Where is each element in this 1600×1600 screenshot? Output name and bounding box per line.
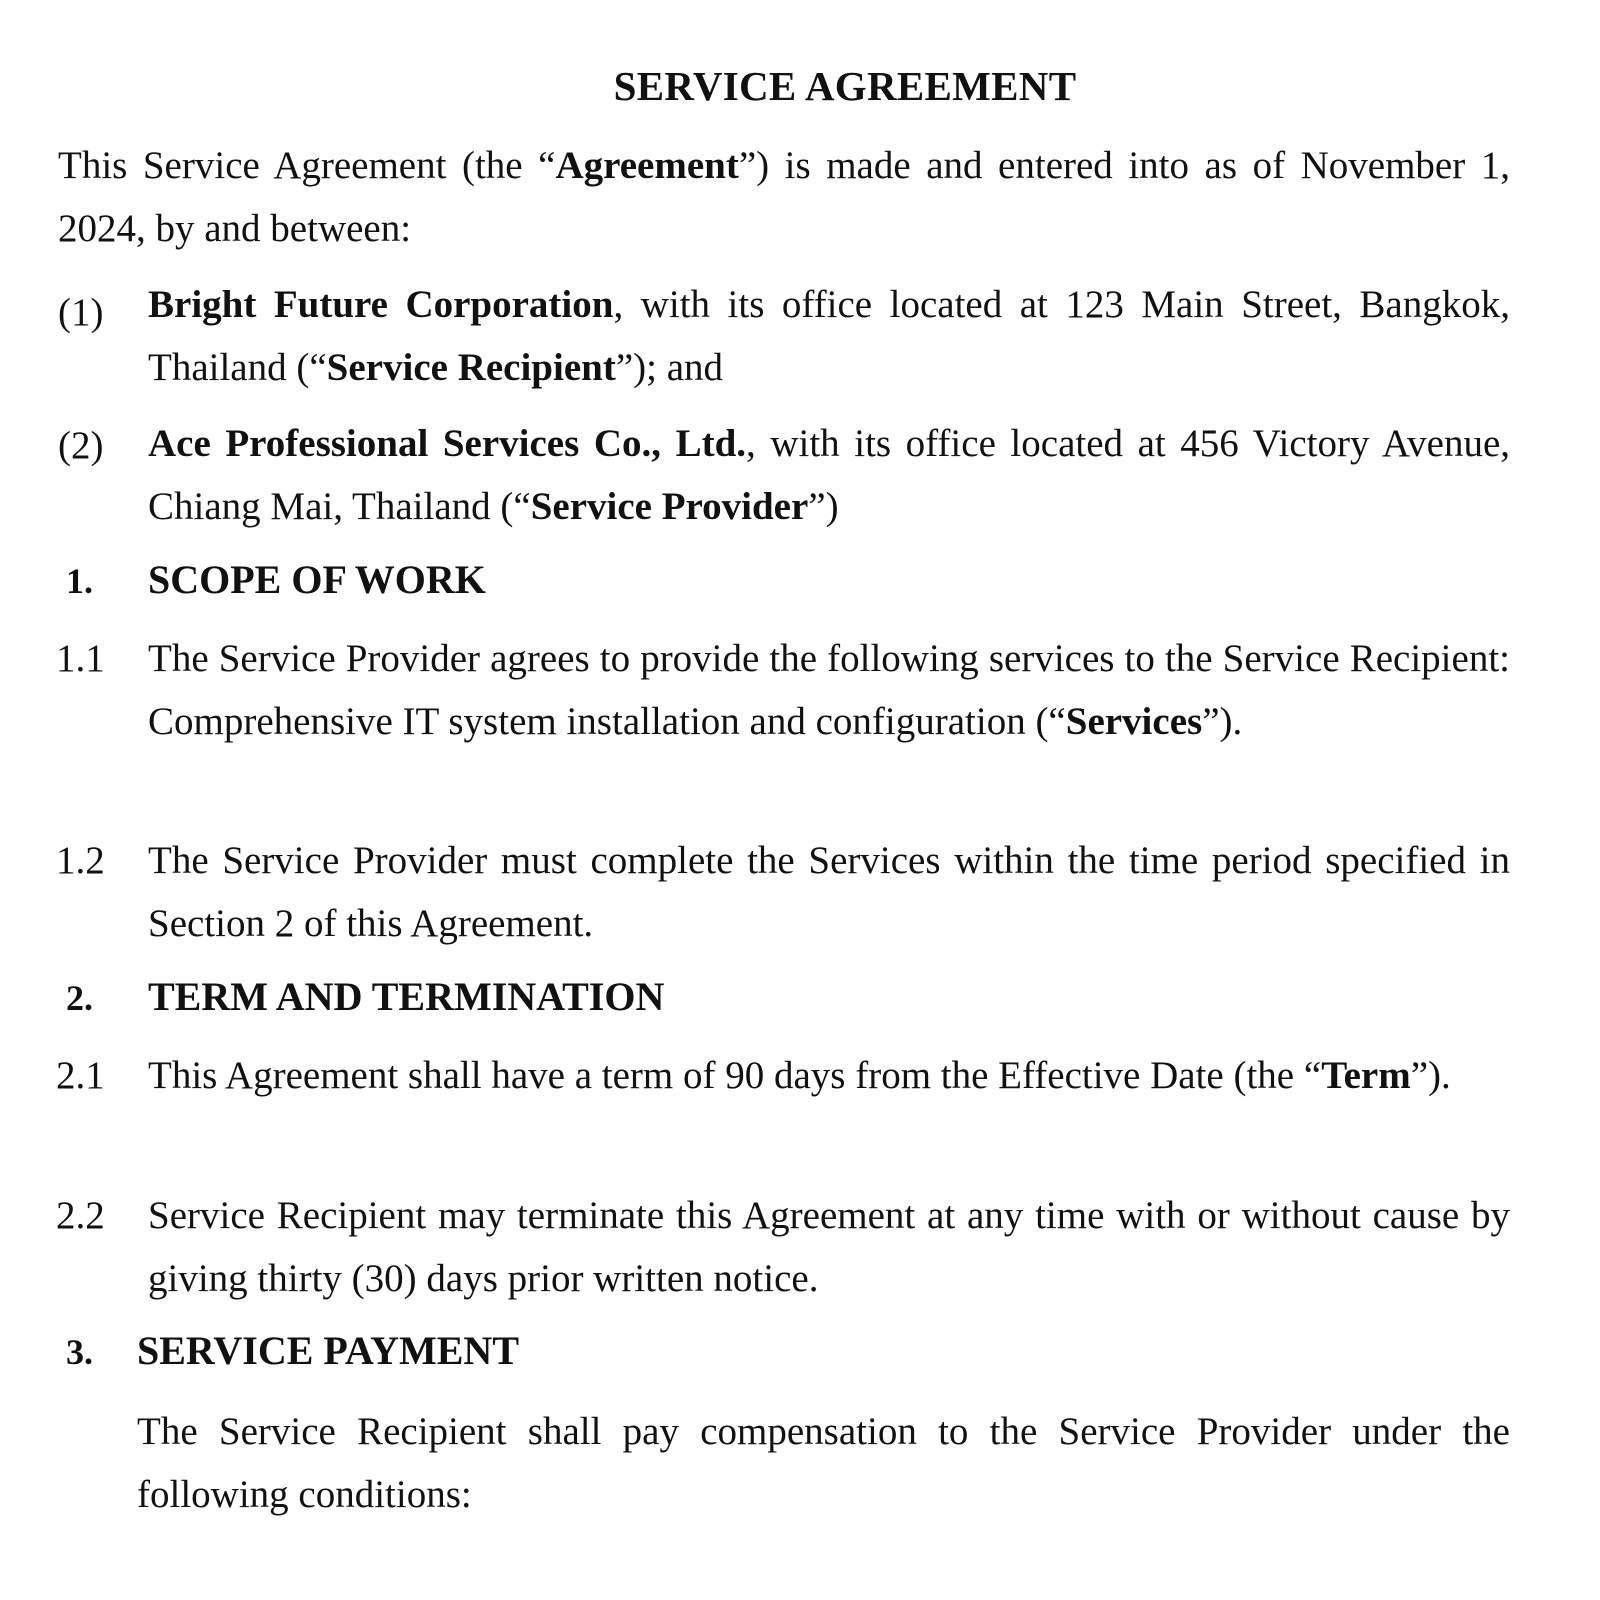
party-number: (1) bbox=[58, 291, 104, 334]
clause-1-1: The Service Provider agrees to provide the following services to the Service Recipient: Comprehensive IT system installation and configuration (“Services”). bbox=[148, 637, 1510, 743]
intro-paragraph: This Service Agreement (the “Agreement”) is made and entered into as of November 1, 2024, by and between: bbox=[58, 144, 1510, 250]
defined-term-service-recipient: Service Recipient bbox=[326, 346, 616, 389]
section-heading-term: TERM AND TERMINATION bbox=[148, 974, 665, 1019]
clause-2-2: Service Recipient may terminate this Agreement at any time with or without cause by giving thirty (30) days prior written notice. bbox=[148, 1194, 1510, 1300]
clause-1-2: The Service Provider must complete the Services within the time period specified in Section 2 of this Agreement. bbox=[148, 839, 1510, 945]
party-2-name: Ace Professional Services Co., Ltd. bbox=[148, 422, 747, 465]
party-2-paragraph: Ace Professional Services Co., Ltd., with its office located at 456 Victory Avenue, Chiang Mai, Thailand (“Service Provider”) bbox=[148, 422, 1511, 528]
party-1-paragraph: Bright Future Corporation, with its office located at 123 Main Street, Bangkok, Thailand (“Service Recipient”); and bbox=[148, 283, 1510, 389]
defined-term-service-provider: Service Provider bbox=[530, 485, 809, 528]
payment-paragraph: The Service Recipient shall pay compensation to the Service Provider under the following conditions: bbox=[137, 1410, 1510, 1516]
party-1-name: Bright Future Corporation bbox=[148, 283, 614, 326]
party-number: (2) bbox=[58, 424, 104, 467]
clause-number: 2.1 bbox=[56, 1054, 105, 1097]
section-number: 2. bbox=[66, 978, 93, 1018]
section-number: 1. bbox=[66, 561, 93, 601]
defined-term-services: Services bbox=[1065, 700, 1203, 743]
clause-number: 1.2 bbox=[56, 839, 105, 882]
defined-term-agreement: Agreement bbox=[555, 144, 739, 187]
clause-number: 1.1 bbox=[56, 637, 105, 680]
clause-2-1: This Agreement shall have a term of 90 days from the Effective Date (the “Term”). bbox=[148, 1054, 1451, 1097]
section-heading-payment: SERVICE PAYMENT bbox=[137, 1328, 519, 1373]
document-title: SERVICE AGREEMENT bbox=[613, 63, 1077, 109]
defined-term-term: Term bbox=[1321, 1054, 1411, 1097]
clause-number: 2.2 bbox=[56, 1194, 105, 1237]
section-number: 3. bbox=[66, 1332, 93, 1372]
section-heading-scope: SCOPE OF WORK bbox=[148, 557, 486, 602]
